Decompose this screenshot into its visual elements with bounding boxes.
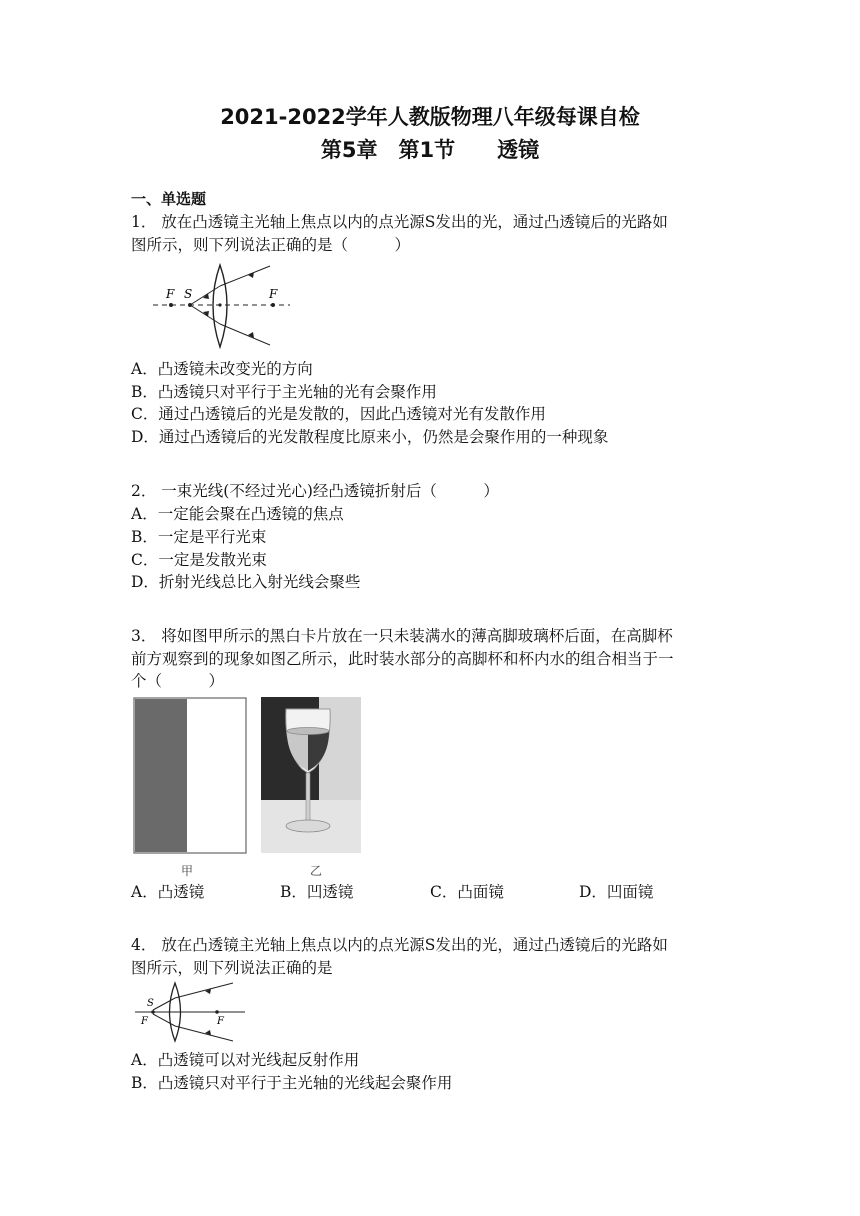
q1-option-a: A．凸透镜未改变光的方向 (131, 360, 313, 378)
q1-option-d: D．通过凸透镜后的光发散程度比原来小，仍然是会聚作用的一种现象 (131, 428, 609, 446)
q1-source-label: S (184, 287, 193, 301)
document-subtitle: 第5章 第1节 透镜 (320, 138, 540, 162)
q2-stem: 2． 一束光线(不经过光心)经凸透镜折射后（ ） (131, 482, 499, 500)
document-title: 2021-2022学年人教版物理八年级每课自检 (220, 105, 640, 129)
q1-stem-line2: 图所示，则下列说法正确的是（ ） (131, 236, 411, 254)
q1-focus-left-label: F (166, 287, 175, 301)
q1-option-b: B．凸透镜只对平行于主光轴的光有会聚作用 (131, 383, 437, 401)
q3-caption-jia: 甲 (181, 864, 194, 878)
q1-lens-diagram (150, 262, 295, 350)
q1-stem-line1: 1． 放在凸透镜主光轴上焦点以内的点光源S发出的光，通过凸透镜后的光路如 (131, 213, 668, 231)
q2-option-a: A．一定能会聚在凸透镜的焦点 (131, 505, 344, 523)
q2-option-b: B．一定是平行光束 (131, 528, 267, 546)
q4-lens-diagram (133, 980, 248, 1044)
q3-option-c: C．凸面镜 (430, 883, 504, 901)
q2-option-d: D．折射光线总比入射光线会聚些 (131, 573, 361, 591)
q2-option-c: C．一定是发散光束 (131, 551, 267, 569)
q4-stem-line2: 图所示，则下列说法正确的是 (131, 959, 333, 977)
q3-stem-line2: 前方观察到的现象如图乙所示，此时装水部分的高脚杯和杯内水的组合相当于一 (131, 650, 674, 668)
q3-card-figure (131, 695, 251, 880)
q4-source-label: S (147, 998, 154, 1009)
section-heading: 一、单选题 (131, 190, 207, 208)
q4-option-a: A．凸透镜可以对光线起反射作用 (131, 1051, 360, 1069)
q3-option-a: A．凸透镜 (131, 883, 205, 901)
q4-option-b: B．凸透镜只对平行于主光轴的光线起会聚作用 (131, 1074, 453, 1092)
q3-stem-line3: 个（ ） (131, 672, 225, 690)
q3-caption-yi: 乙 (310, 864, 323, 878)
q4-stem-line1: 4． 放在凸透镜主光轴上焦点以内的点光源S发出的光，通过凸透镜后的光路如 (131, 936, 668, 954)
q1-focus-right-label: F (269, 287, 278, 301)
q3-stem-line1: 3． 将如图甲所示的黑白卡片放在一只未装满水的薄高脚玻璃杯后面，在高脚杯 (131, 627, 673, 645)
q3-option-d: D．凹面镜 (579, 883, 654, 901)
q4-focus-left-label: F (141, 1016, 148, 1027)
q4-focus-right-label: F (217, 1016, 224, 1027)
q1-option-c: C．通过凸透镜后的光是发散的，因此凸透镜对光有发散作用 (131, 405, 546, 423)
q3-glass-photo (260, 695, 365, 880)
q3-option-b: B．凹透镜 (280, 883, 354, 901)
